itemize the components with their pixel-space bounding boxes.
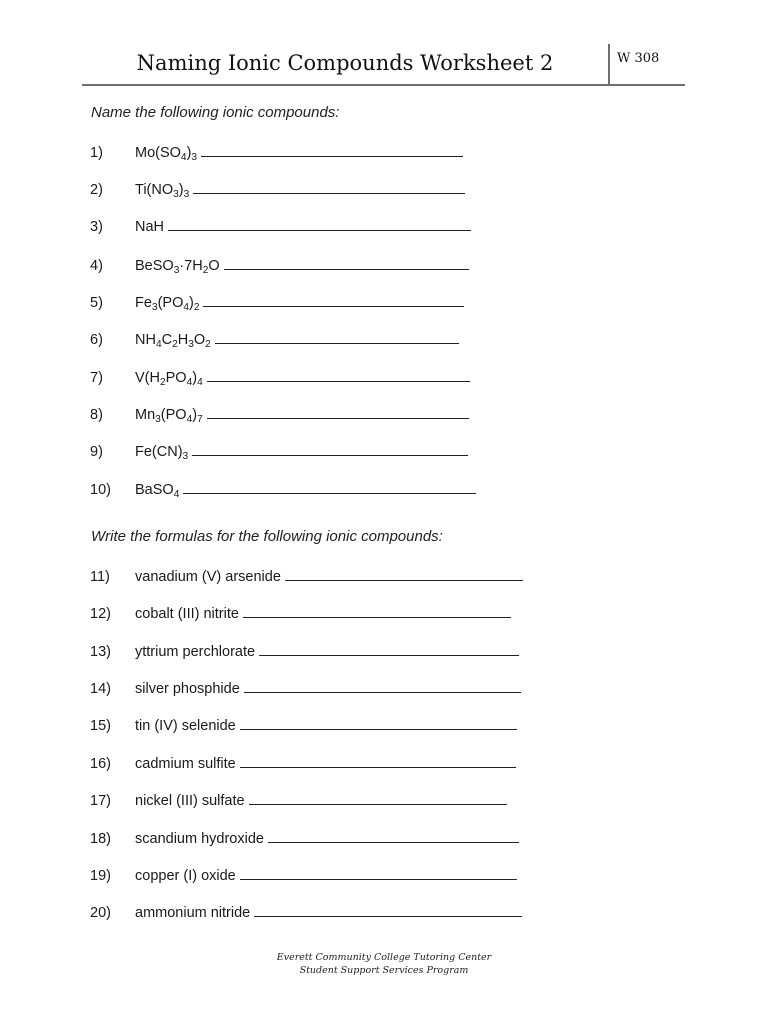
compound-name: cobalt (III) nitrite [135,606,239,622]
compound-formula: $Fe(CN)_3$ [135,444,189,462]
question-number: 15) [90,718,111,734]
footer-institution: Everett Community College Tutoring Center [276,952,492,963]
question-number: 4) [90,258,103,274]
question-number: 8) [90,407,103,423]
compound-formula: $Mn_3(PO_4)_7$ [135,407,203,425]
question-number: 18) [90,831,111,847]
question-number: 16) [90,756,111,772]
answer-blank[interactable] [207,404,469,419]
compound-name: silver phosphide [135,681,240,697]
question-number: 20) [90,905,111,921]
compound-name: cadmium sulfite [135,756,236,772]
answer-blank[interactable] [207,367,470,382]
question-row [90,902,522,922]
compound-formula: $Fe_3(PO_4)_2$ [135,295,200,313]
question-row [90,865,517,885]
question-number: 3) [90,219,103,235]
header-rule [82,84,685,86]
answer-blank[interactable] [249,790,507,805]
question-number: 9) [90,444,103,460]
question-row [90,255,469,275]
answer-blank[interactable] [240,715,517,730]
answer-blank[interactable] [259,641,519,656]
compound-formula: $NH_4C_2H_3O_2$ [135,332,211,350]
compound-name: scandium hydroxide [135,831,264,847]
question-number: 14) [90,681,111,697]
answer-blank[interactable] [240,865,517,880]
header-divider [608,44,610,85]
answer-blank[interactable] [268,828,519,843]
question-row [90,367,470,387]
question-row [90,404,469,424]
question-row [90,715,517,735]
answer-blank[interactable] [192,441,468,456]
compound-name: tin (IV) selenide [135,718,236,734]
compound-name: vanadium (V) arsenide [135,569,281,585]
question-row [90,216,471,236]
compound-name: nickel (III) sulfate [135,793,245,809]
question-row [90,329,459,349]
answer-blank[interactable] [243,603,511,618]
answer-blank[interactable] [254,902,522,917]
compound-formula: $Mo(SO_4)_3$ [135,145,198,163]
question-row [90,828,519,848]
document-code: W 308 [617,51,660,66]
question-number: 10) [90,482,111,498]
answer-blank[interactable] [285,566,523,581]
answer-blank[interactable] [215,329,459,344]
compound-formula: $Ti(NO_3)_3$ [135,182,190,200]
question-number: 1) [90,145,103,161]
compound-name: copper (I) oxide [135,868,236,884]
answer-blank[interactable] [193,179,465,194]
question-number: 7) [90,370,103,386]
page-title: Naming Ionic Compounds Worksheet 2 [136,51,554,75]
question-row [90,566,523,586]
answer-blank[interactable] [183,479,476,494]
question-number: 6) [90,332,103,348]
answer-blank[interactable] [203,292,464,307]
compound-formula: $BeSO_3\cdot 7H_2O$ [135,258,220,276]
question-number: 17) [90,793,111,809]
answer-blank[interactable] [240,753,516,768]
answer-blank[interactable] [244,678,521,693]
question-row [90,678,521,698]
compound-formula: NaH [135,219,165,235]
question-row [90,753,516,773]
part2-instruction: Write the formulas for the following ionic compounds: [91,528,443,545]
question-row [90,479,476,499]
question-row [90,603,511,623]
answer-blank[interactable] [168,216,471,231]
question-number: 11) [90,569,110,585]
question-row [90,790,507,810]
question-number: 12) [90,606,111,622]
question-row [90,142,463,162]
question-number: 13) [90,644,111,660]
compound-formula: $V(H_2PO_4)_4$ [135,370,203,388]
question-row [90,641,519,661]
question-number: 19) [90,868,111,884]
question-row [90,441,468,461]
question-number: 5) [90,295,103,311]
compound-name: ammonium nitride [135,905,251,921]
question-row [90,292,464,312]
part1-instruction: Name the following ionic compounds: [91,104,340,121]
answer-blank[interactable] [201,142,463,157]
footer-program: Student Support Services Program [299,965,469,976]
answer-blank[interactable] [224,255,469,270]
question-row [90,179,465,199]
compound-formula: BaSO$_4$ [135,482,180,500]
question-number: 2) [90,182,103,198]
compound-name: yttrium perchlorate [135,644,256,660]
